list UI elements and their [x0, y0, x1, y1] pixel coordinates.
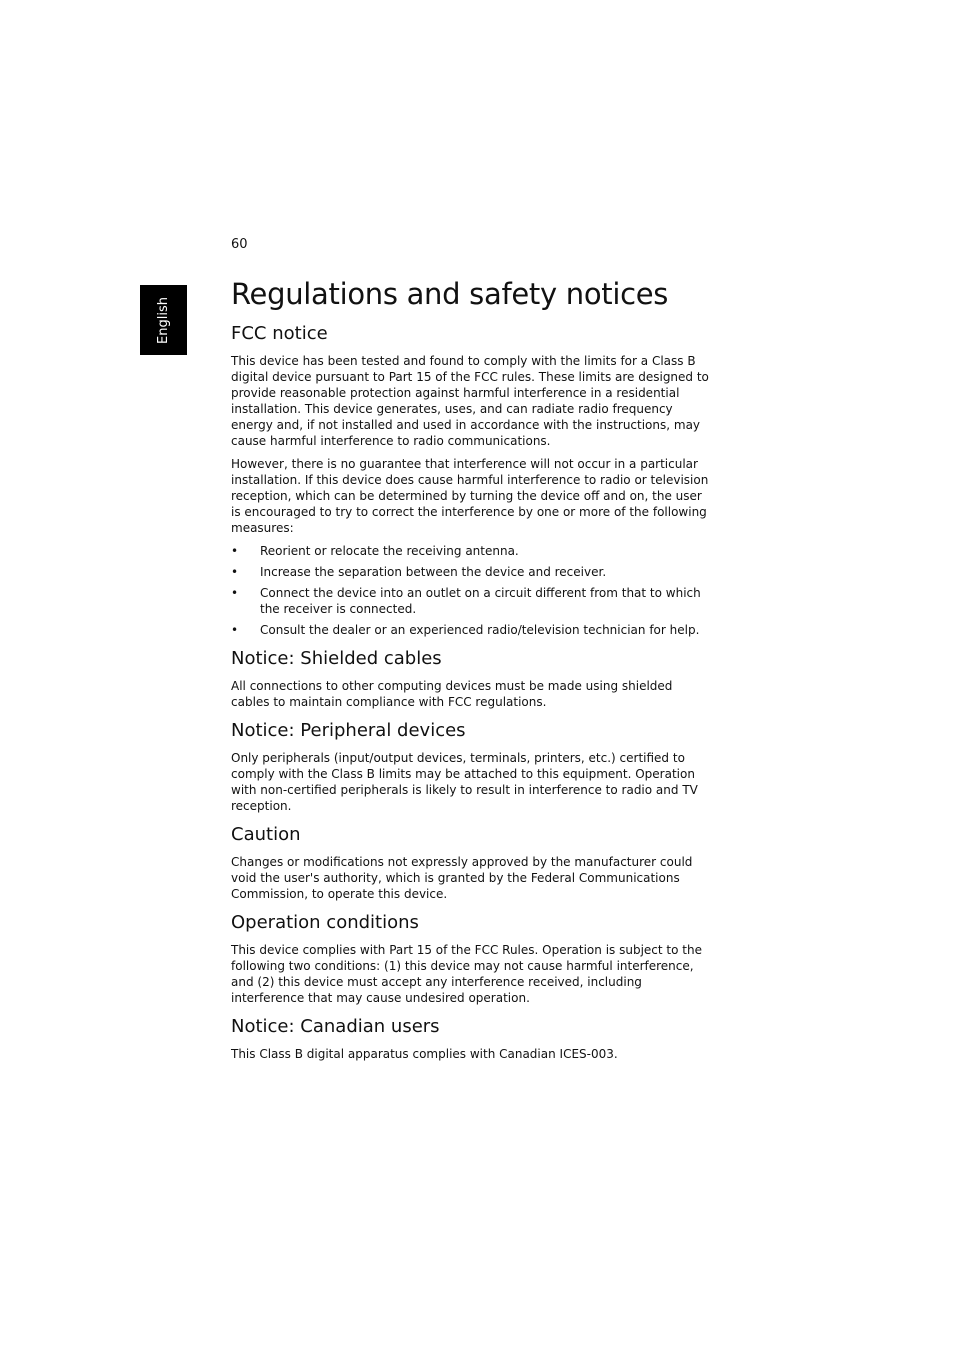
language-tab-label: English	[155, 296, 171, 344]
canadian-users-section	[231, 1015, 711, 1062]
operation-conditions-heading: Operation conditions	[231, 912, 419, 933]
fcc-notice-heading: FCC notice	[231, 323, 328, 344]
fcc-notice-paragraph-2: However, there is no guarantee that interference will not occur in a particular installation. If this device does cause harmful interference to radio or television reception, which can be determined by turning the device off and on, the user is encouraged to try to correct the interference by one or more of the following measures:	[231, 457, 709, 535]
caution-heading: Caution	[231, 824, 301, 845]
bullet-icon: •	[231, 544, 239, 558]
canadian-users-heading: Notice: Canadian users	[231, 1016, 440, 1037]
fcc-measures-list	[231, 543, 711, 638]
peripheral-devices-section	[231, 719, 711, 814]
page-title: Regulations and safety notices	[231, 277, 669, 311]
bullet-icon: •	[231, 586, 239, 600]
caution-section	[231, 823, 711, 902]
operation-conditions-text: This device complies with Part 15 of the FCC Rules. Operation is subject to the following two conditions: (1) this device may not cause harmful interference, and (2) this device must accept any interference received, including interference that may cause undesired operation.	[231, 943, 702, 1005]
shielded-cables-heading: Notice: Shielded cables	[231, 648, 442, 669]
document-body	[231, 274, 711, 1069]
list-item	[231, 564, 711, 580]
list-item	[231, 585, 711, 617]
canadian-users-text: This Class B digital apparatus complies with Canadian ICES-003.	[231, 1047, 618, 1061]
page-number: 60	[231, 237, 248, 252]
list-item-text: Increase the separation between the device and receiver.	[260, 565, 607, 579]
caution-text: Changes or modifications not expressly approved by the manufacturer could void the user's authority, which is granted by the Federal Communications Commission, to operate this device.	[231, 855, 693, 901]
language-tab	[140, 285, 187, 355]
shielded-cables-section	[231, 647, 711, 710]
list-item	[231, 622, 711, 638]
peripheral-devices-text: Only peripherals (input/output devices, terminals, printers, etc.) certified to comply with the Class B limits may be attached to this equipment. Operation with non-certified peripherals is likely to result in interference to radio and TV reception.	[231, 751, 698, 813]
list-item-text: Reorient or relocate the receiving antenna.	[260, 544, 519, 558]
bullet-icon: •	[231, 623, 239, 637]
bullet-icon: •	[231, 565, 239, 579]
peripheral-devices-heading: Notice: Peripheral devices	[231, 720, 466, 741]
list-item-text: Consult the dealer or an experienced radio/television technician for help.	[260, 623, 700, 637]
fcc-notice-section	[231, 322, 711, 638]
shielded-cables-text: All connections to other computing devices must be made using shielded cables to maintain compliance with FCC regulations.	[231, 679, 673, 709]
operation-conditions-section	[231, 911, 711, 1006]
list-item-text: Connect the device into an outlet on a circuit different from that to which the receiver is connected.	[260, 586, 701, 616]
list-item	[231, 543, 711, 559]
fcc-notice-paragraph-1: This device has been tested and found to comply with the limits for a Class B digital device pursuant to Part 15 of the FCC rules. These limits are designed to provide reasonable protection against harmful interference in a residential installation. This device generates, uses, and can radiate radio frequency energy and, if not installed and used in accordance with the instructions, may cause harmful interference to radio communications.	[231, 354, 709, 448]
